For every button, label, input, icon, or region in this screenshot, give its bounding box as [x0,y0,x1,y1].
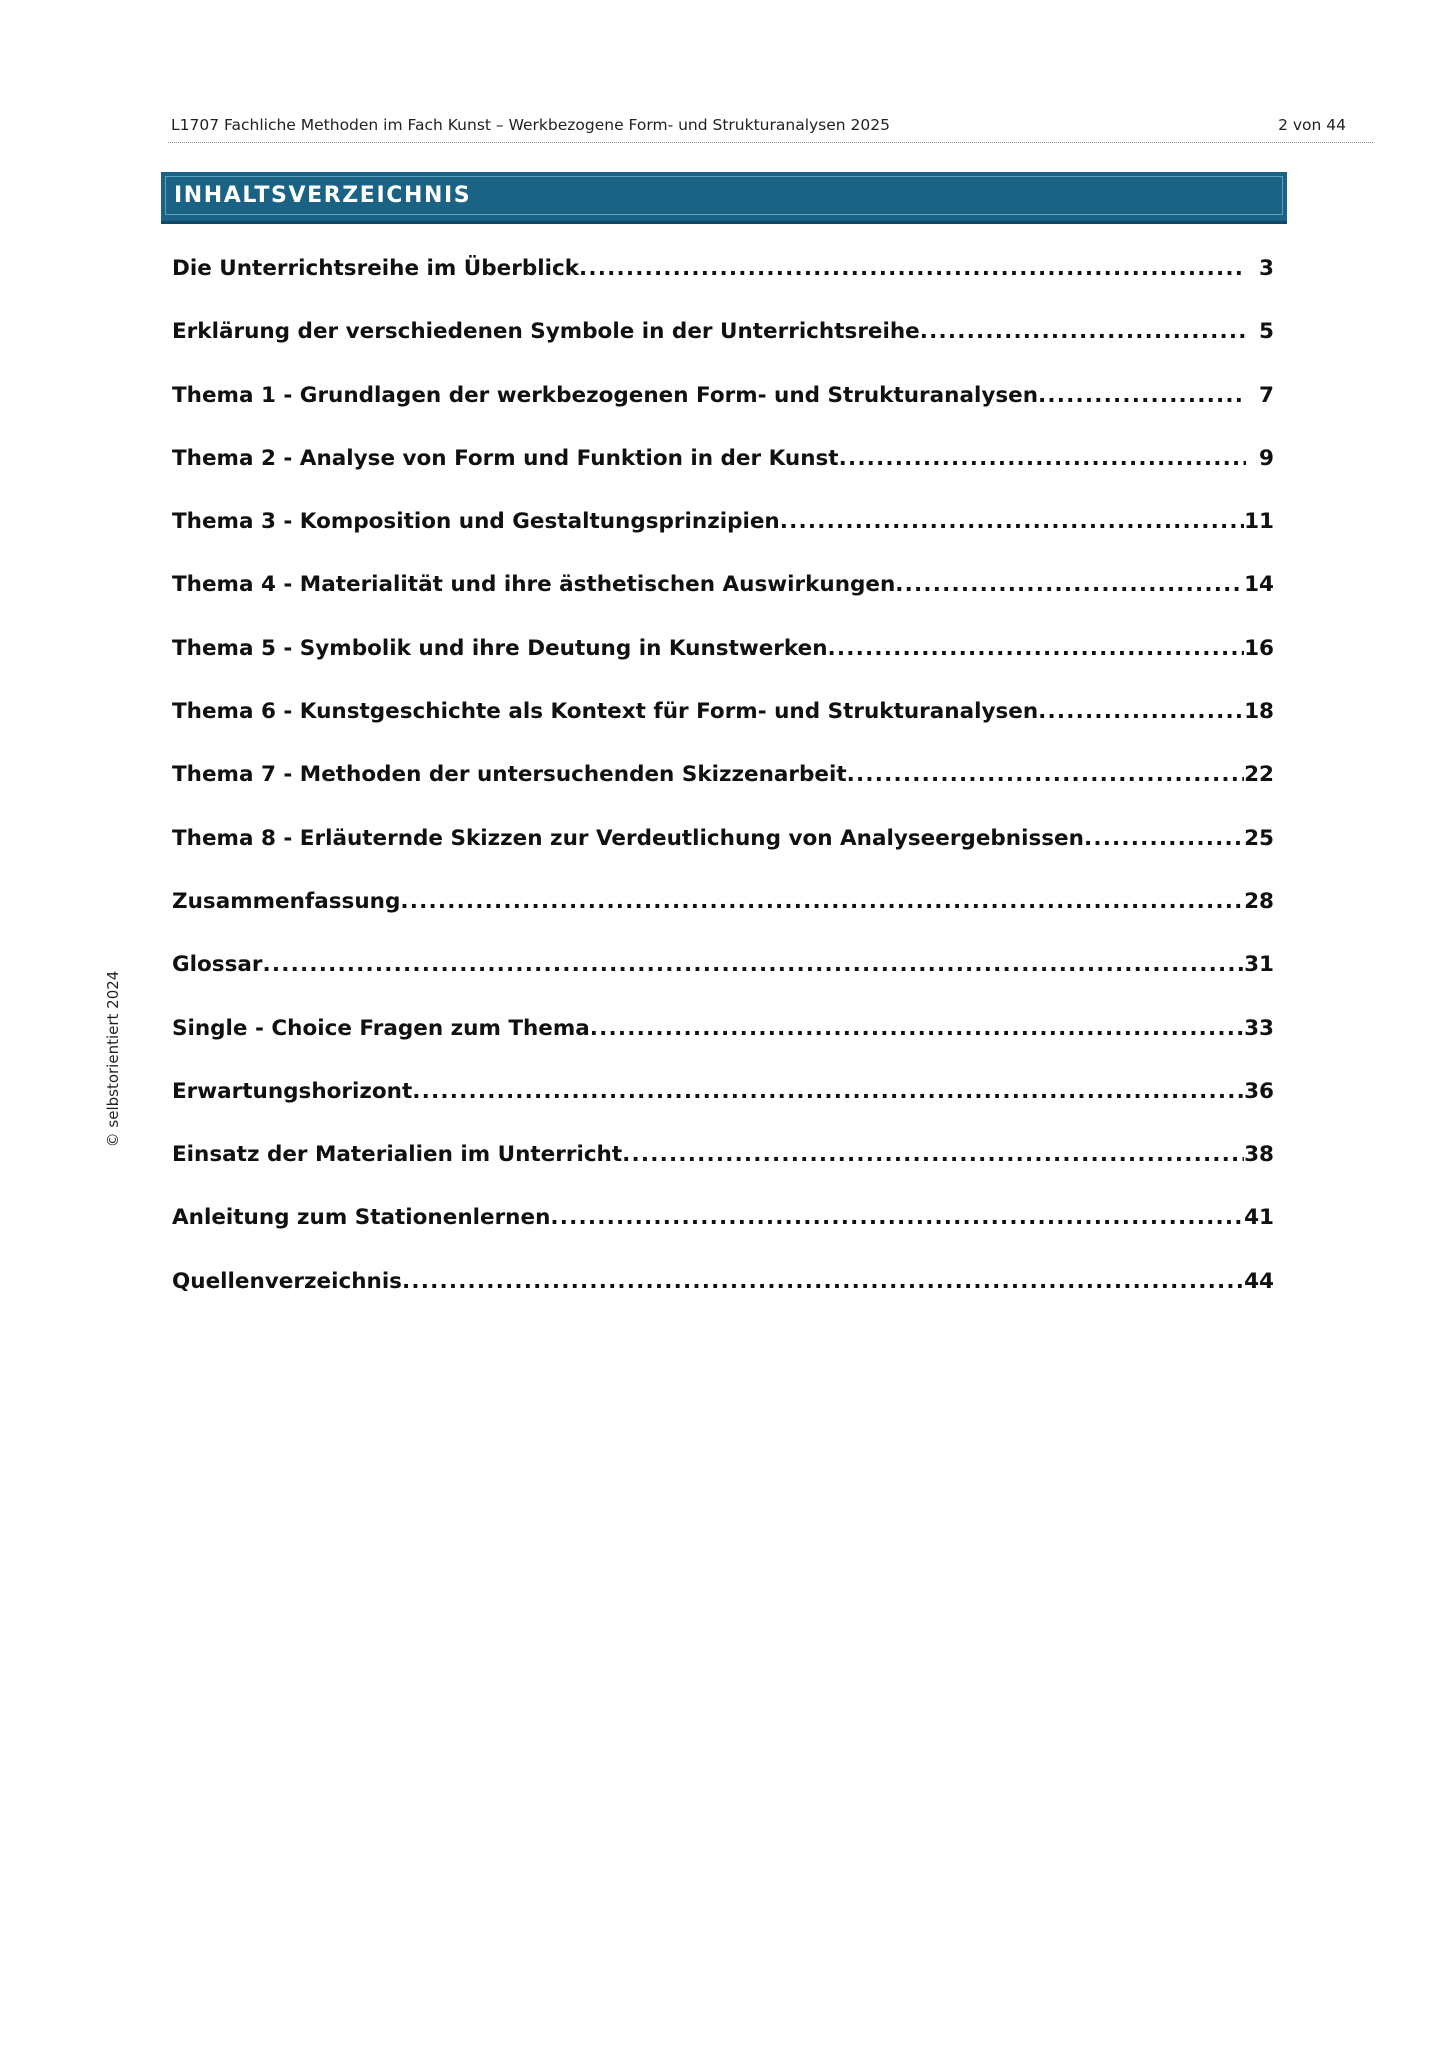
toc-entry-page: 33 [1244,1015,1274,1041]
toc-entry[interactable] [172,505,1274,568]
toc-entry[interactable] [172,1138,1274,1201]
toc-entry-label: Glossar [172,952,263,978]
toc-entry[interactable] [172,1012,1274,1075]
toc-leader-dots [590,1012,1244,1046]
toc-entry[interactable] [172,948,1274,1011]
toc-leader-dots [263,948,1245,982]
toc-leader-dots [579,252,1246,286]
toc-heading [161,172,1287,224]
toc-entry-page: 9 [1259,445,1274,471]
toc-entry-label: Thema 8 - Erläuternde Skizzen zur Verdeutlichung von Analyseergebnissen [172,825,1084,851]
toc-heading-frame [165,176,1283,215]
toc-entry-label: Die Unterrichtsreihe im Überblick [172,256,579,281]
toc-entry-page: 31 [1244,952,1274,978]
toc-entry-page: 16 [1244,635,1274,661]
toc-entry[interactable] [172,1265,1274,1328]
toc-entry-page: 5 [1259,319,1274,345]
toc-entry[interactable] [172,632,1274,695]
toc-entry[interactable] [172,315,1274,378]
toc-leader-dots [839,442,1246,476]
toc-entry[interactable] [172,885,1274,948]
toc-entry[interactable] [172,442,1274,505]
toc-leader-dots [412,1075,1244,1109]
toc-entry-page: 25 [1244,825,1274,851]
toc-entry-label: Quellenverzeichnis [172,1268,402,1294]
running-header [168,116,1373,143]
toc-entry-label: Thema 5 - Symbolik und ihre Deutung in Kunstwerken [172,635,828,661]
toc-entry-label: Thema 3 - Komposition und Gestaltungsprinzipien [172,509,780,535]
toc-entry-label: Thema 4 - Materialität und ihre ästhetischen Auswirkungen [172,572,896,598]
toc-heading-text: INHALTSVERZEICHNIS [174,183,472,208]
toc-entry-label: Zusammenfassung [172,888,401,914]
toc-leader-dots [895,568,1244,602]
toc-entry-label: Single - Choice Fragen zum Thema [172,1015,590,1041]
page-number: 2 von 44 [1278,116,1346,134]
document-title: L1707 Fachliche Methoden im Fach Kunst – Werkbezogene Form- und Strukturanalysen 2025 [171,116,890,134]
toc-leader-dots [828,632,1245,666]
toc-entry-page: 38 [1244,1142,1274,1168]
toc-entry-page: 44 [1244,1268,1274,1294]
toc-entry[interactable] [172,758,1274,821]
toc-leader-dots [1084,822,1244,856]
toc-entry-page: 3 [1259,256,1274,281]
toc-entry-label: Thema 7 - Methoden der untersuchenden Skizzenarbeit [172,762,847,788]
toc-entry-page: 22 [1244,762,1274,788]
toc-entry-label: Thema 1 - Grundlagen der werkbezogenen Form- und Strukturanalysen [172,382,1039,408]
toc-entry-label: Einsatz der Materialien im Unterricht [172,1142,623,1168]
toc-entry-label: Erwartungshorizont [172,1078,413,1104]
toc-entry-page: 14 [1244,572,1274,598]
toc-entry-page: 18 [1244,699,1274,725]
toc-entry[interactable] [172,568,1274,631]
toc-entry-page: 7 [1259,382,1274,408]
toc-entry[interactable] [172,252,1274,315]
toc-entry[interactable] [172,695,1274,758]
toc-leader-dots [847,758,1244,792]
toc-entry-label: Anleitung zum Stationenlernen [172,1205,551,1231]
toc-entry[interactable] [172,379,1274,442]
toc-entry[interactable] [172,822,1274,885]
toc-leader-dots [622,1138,1244,1172]
toc-entry-page: 28 [1244,888,1274,914]
toc-leader-dots [402,1265,1244,1299]
toc-entry[interactable] [172,1075,1274,1138]
toc-entry-label: Thema 6 - Kunstgeschichte als Kontext für Form- und Strukturanalysen [172,699,1039,725]
toc-leader-dots [1038,695,1244,729]
toc-entry-label: Thema 2 - Analyse von Form und Funktion in der Kunst [172,445,839,471]
toc-leader-dots [1038,379,1246,413]
toc-leader-dots [780,505,1244,539]
copyright-text: © selbstorientiert 2024 [104,970,122,1148]
toc-entry[interactable] [172,1201,1274,1264]
toc-leader-dots [400,885,1244,919]
table-of-contents [172,252,1274,1328]
toc-leader-dots [920,315,1246,349]
toc-entry-page: 36 [1244,1078,1274,1104]
toc-entry-page: 41 [1244,1205,1274,1231]
toc-leader-dots [550,1201,1244,1235]
toc-entry-label: Erklärung der verschiedenen Symbole in der Unterrichtsreihe [172,319,920,345]
toc-entry-page: 11 [1244,509,1274,535]
